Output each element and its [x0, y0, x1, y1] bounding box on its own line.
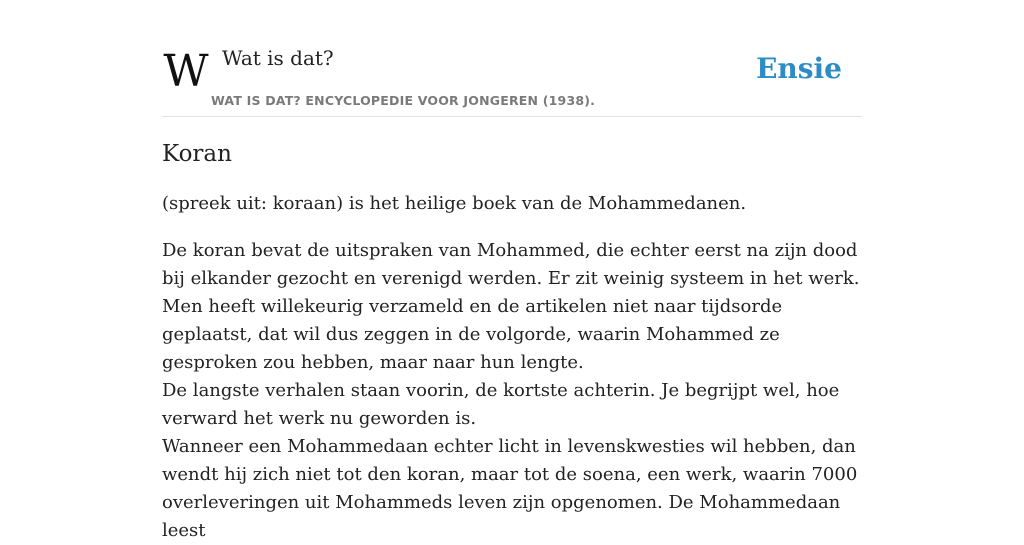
- article-paragraph: De langste verhalen staan voorin, de kortste achterin. Je begrijpt wel, hoe verward het werk nu geworden is.: [162, 380, 840, 429]
- article-intro: (spreek uit: koraan) is het heilige boek van de Mohammedanen.: [162, 193, 747, 214]
- article-body: [162, 237, 862, 545]
- source-subtitle: WAT IS DAT? ENCYCLOPEDIE VOOR JONGEREN (1938).: [211, 93, 596, 108]
- site-title[interactable]: Wat is dat?: [222, 46, 334, 70]
- article-content: [162, 138, 862, 545]
- article-title: Koran: [162, 141, 232, 167]
- wikipedia-w-icon[interactable]: [163, 46, 209, 97]
- article-paragraph: Wanneer een Mohammedaan echter licht in levenskwesties wil hebben, dan wendt hij zich niet tot den koran, maar tot de soena, een werk, waarin 7000 overleveringen uit Mohammeds leven zijn opgenomen. De Mohammedaan leest: [162, 436, 858, 541]
- article-paragraph: De koran bevat de uitspraken van Mohammed, die echter eerst na zijn dood bij elkander gezocht en verenigd werden. Er zit weinig systeem in het werk. Men heeft willekeurig verzameld en de artikelen niet naar tijdsorde geplaatst, dat wil dus zeggen in de volgorde, waarin Mohammed ze gesproken zou hebben, maar naar hun lengte.: [162, 240, 860, 373]
- brand-link[interactable]: Ensie: [756, 52, 842, 85]
- svg-text:W: W: [163, 46, 209, 97]
- logo-graphic: [163, 46, 209, 97]
- header: [162, 0, 862, 117]
